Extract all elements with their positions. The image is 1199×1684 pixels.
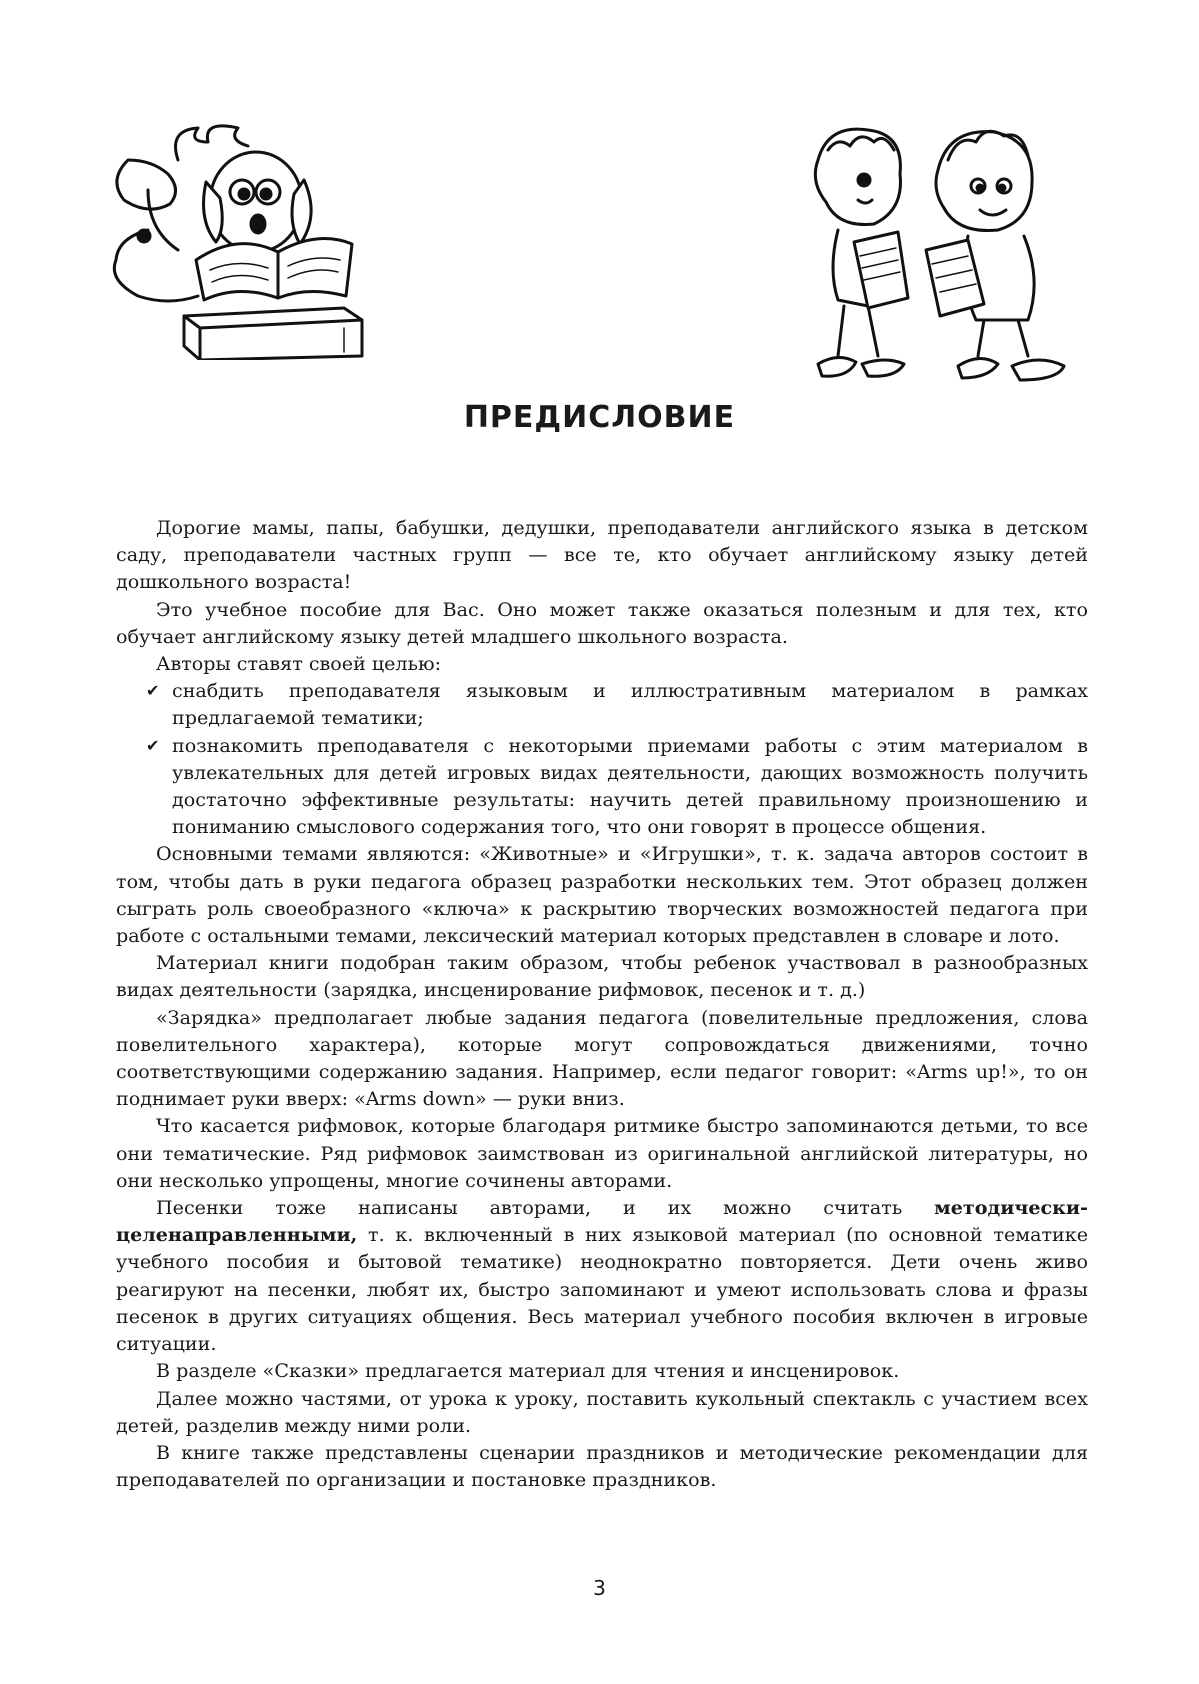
paragraph: Материал книги подобран таким образом, чтобы ребенок участвовал в разнообразных видах деятельности (зарядка, инсценирование рифмовок, песенок и т. д.): [116, 951, 1088, 1002]
paragraph-text: т. к. включенный в них языковой материал (по основной тематике учебного пособия и бытовой тематике) неоднократно повторяется. Дети очень живо реагируют на песенки, любят их, быстро запоминают и умеют использовать слова и фразы песенок в других ситуациях общения. Весь материал учебного пособия включен в игровые ситуации.: [116, 1223, 1088, 1356]
paragraph: Что касается рифмовок, которые благодаря ритмике быстро запоминаются детьми, то все они тематические. Ряд рифмовок заимствован из оригинальной английской литературы, но они несколько упрощены, многие сочинены авторами.: [116, 1114, 1088, 1192]
preface-text: [116, 514, 1088, 1493]
paragraph: В книге также представлены сценарии праздников и методические рекомендации для преподавателей по организации и постановке праздников.: [116, 1440, 1088, 1492]
paragraph: «Зарядка» предполагает любые задания педагога (повелительные предложения, слова повелительного характера), которые могут сопровождаться движениями, точно соответствующими содержанию задания. Например, если педагог говорит: «Arms up!», то он поднимает руки вверх: «Arms down» — руки вниз.: [116, 1005, 1088, 1111]
paragraph-text: Песенки тоже написаны авторами, и их можно считать: [156, 1196, 935, 1220]
check-mark-icon: ✔: [146, 735, 160, 755]
list-item-text: познакомить преподавателя с некоторыми приемами работы с этим материалом в увлекательных для детей игровых видах деятельности, дающих возможность получить достаточно эффективные результаты: научить детей правильному произношению и пониманию смыслового содержания того, что они говорят в процессе общения.: [172, 733, 1088, 839]
list-item: [146, 732, 1088, 841]
goals-list: [116, 677, 1088, 840]
paragraph: В разделе «Сказки» предлагается материал для чтения и инсценировок.: [156, 1359, 900, 1383]
bold-term: методически-целенаправленными,: [116, 1196, 1088, 1247]
list-item: [146, 677, 1088, 731]
paragraph: [116, 1194, 1088, 1357]
paragraph: Далее можно частями, от урока к уроку, поставить кукольный спектакль с участием всех детей, разделив между ними роли.: [116, 1386, 1088, 1437]
paragraph: Авторы ставят своей целью:: [156, 652, 442, 676]
check-mark-icon: ✔: [146, 681, 160, 701]
paragraph: Основными темами являются: «Животные» и «Игрушки», т. к. задача авторов состоит в том, чтобы дать в руки педагога образец разработки нескольких тем. Этот образец должен сыграть роль своеобразного «ключа» к раскрытию творческих возможностей педагога при работе с остальными темами, лексический материал которых представлен в словаре и лото.: [116, 842, 1088, 948]
paragraph: Дорогие мамы, папы, бабушки, дедушки, преподаватели английского языка в детском саду, преподаватели частных групп — все те, кто обучает английскому языку детей дошкольного возраста!: [116, 516, 1088, 594]
two-boys-illustration: [808, 120, 1084, 388]
page-number: 3: [593, 1576, 606, 1600]
list-item-text: снабдить преподавателя языковым и иллюстративным материалом в рамках предлагаемой тематики;: [172, 679, 1088, 730]
paragraph: Это учебное пособие для Вас. Оно может также оказаться полезным и для тех, кто обучает английскому языку детей младшего школьного возраста.: [116, 597, 1088, 648]
reading-child-illustration: [108, 120, 376, 360]
page-title: ПРЕДИСЛОВИЕ: [463, 400, 736, 435]
